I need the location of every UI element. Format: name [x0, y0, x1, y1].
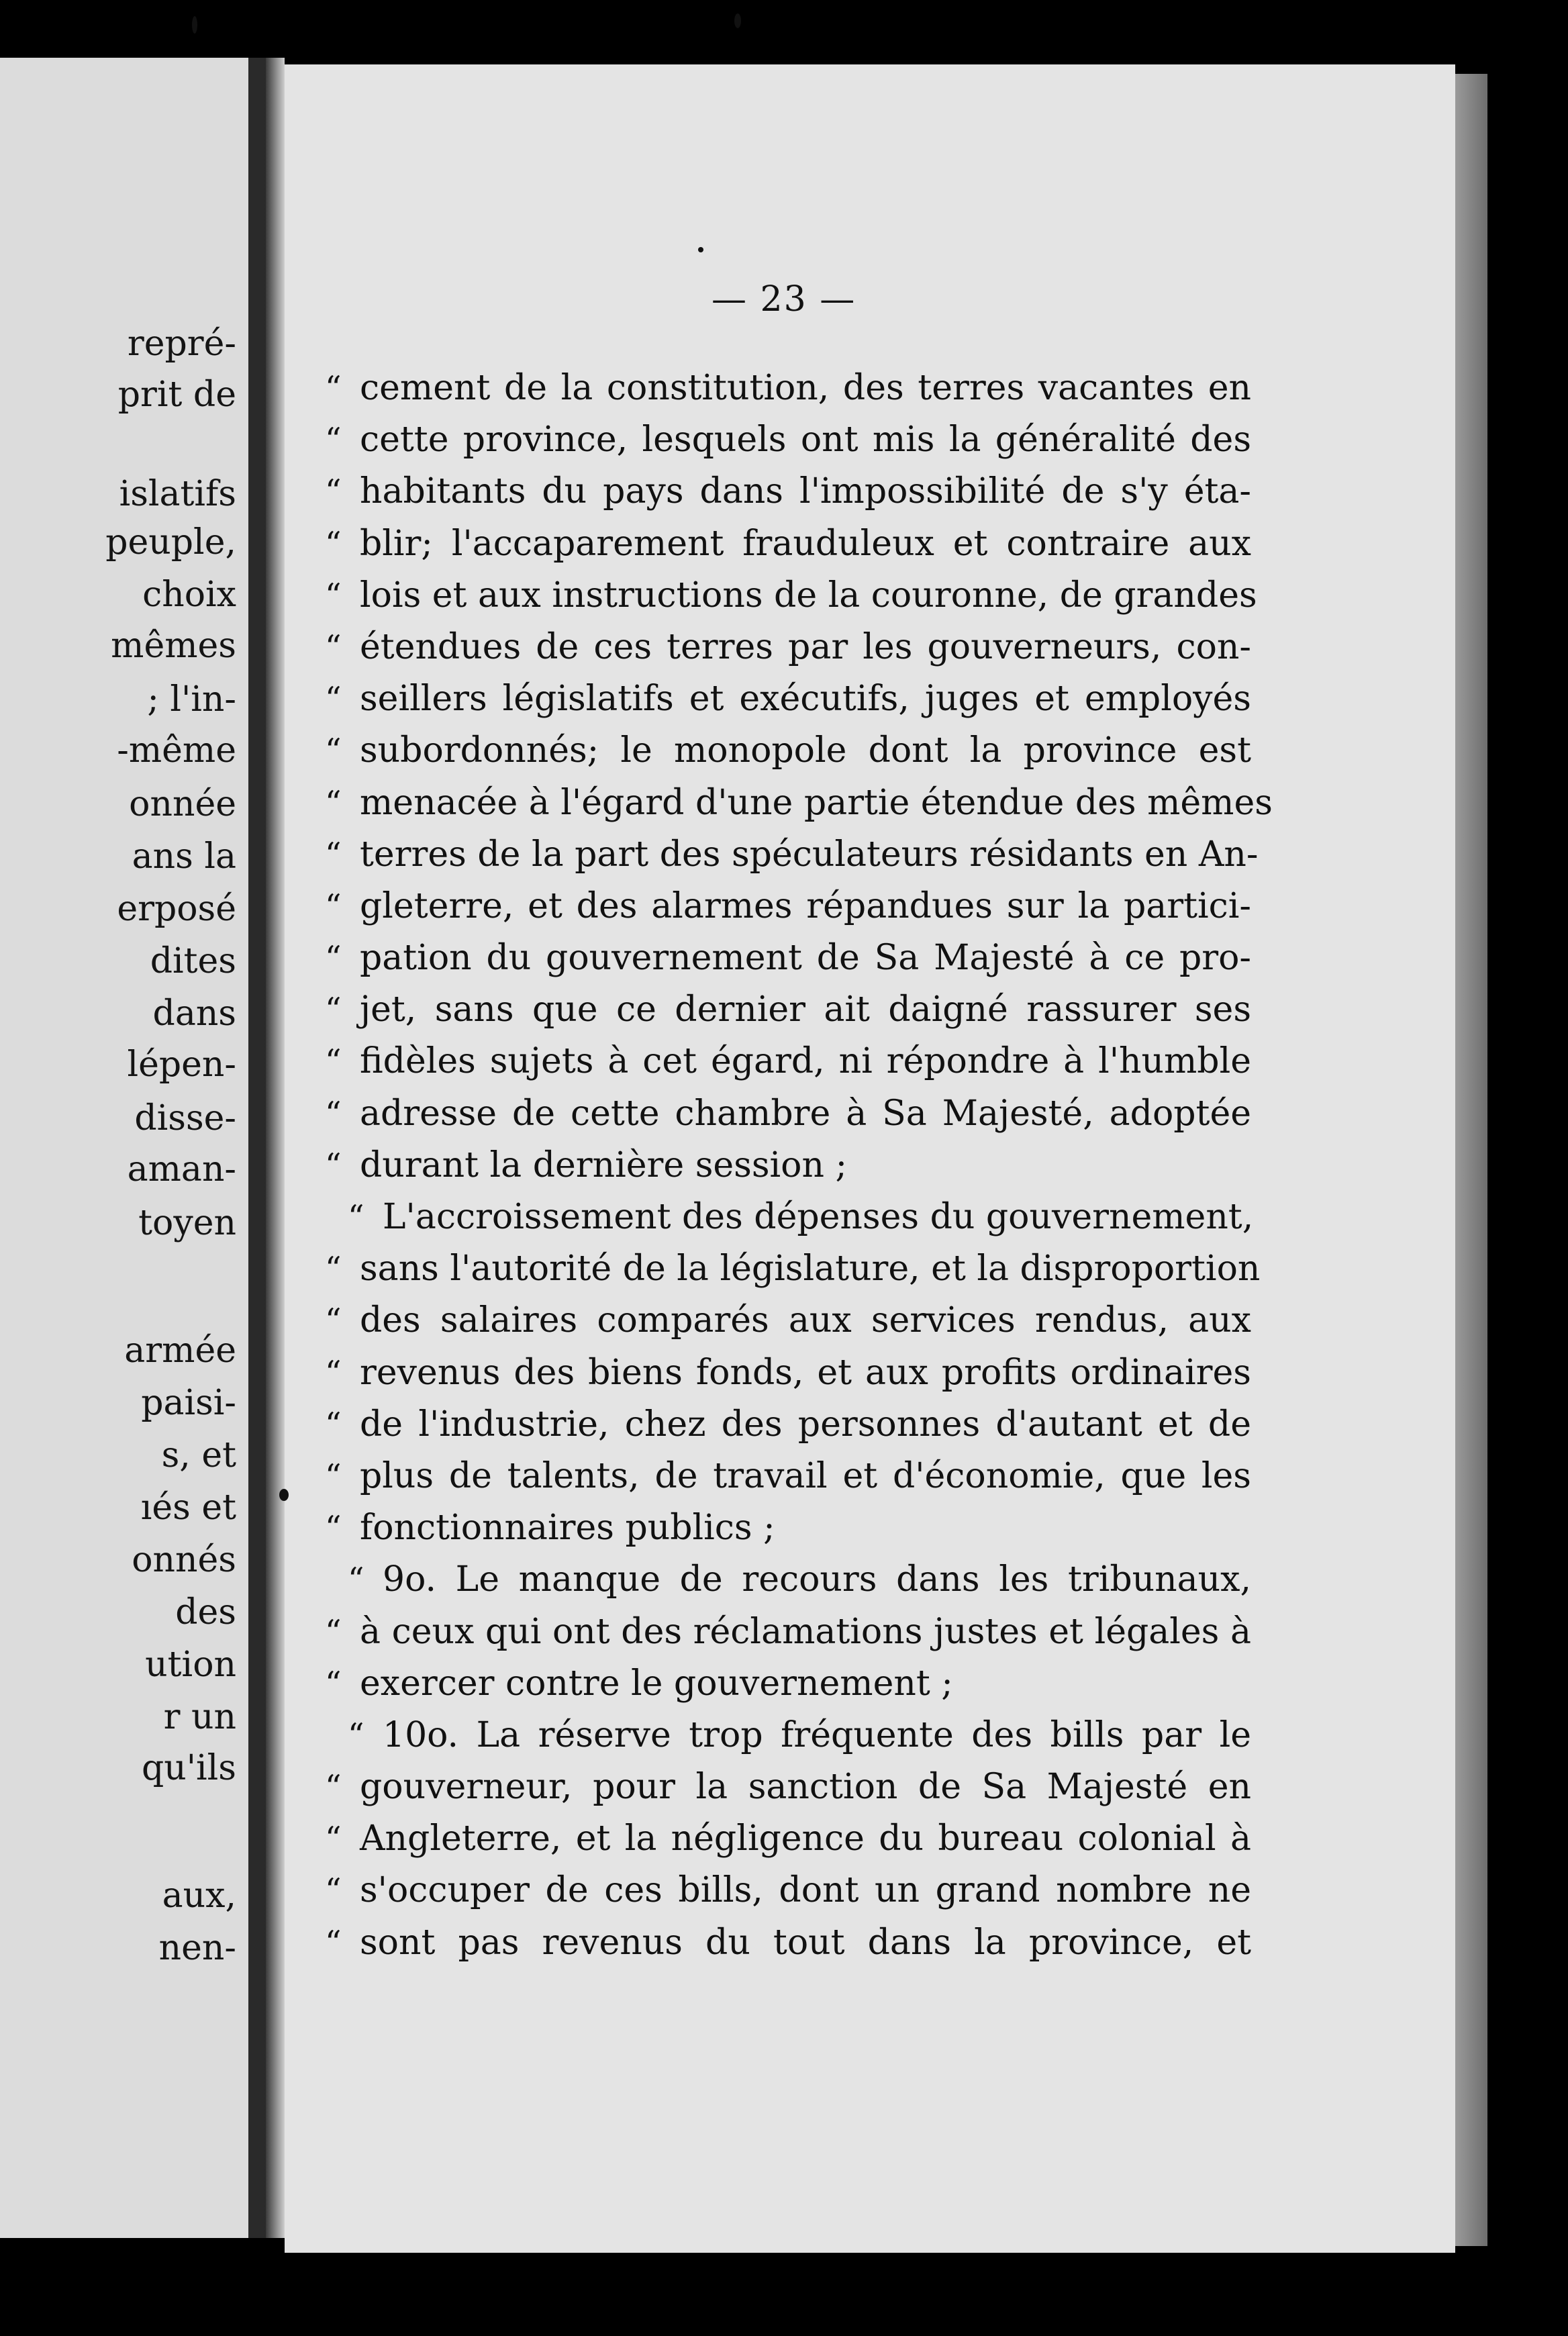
text-line — [325, 881, 1251, 932]
text-line — [325, 1399, 1251, 1451]
text-line — [325, 1917, 1251, 1969]
quote-mark: “ — [325, 732, 342, 770]
text-line — [325, 1813, 1251, 1865]
quote-mark: “ — [325, 835, 342, 873]
scan-speck — [279, 1489, 289, 1501]
quote-mark: “ — [325, 1042, 342, 1081]
left-page-fragment: armée — [124, 1330, 236, 1371]
quote-mark: “ — [325, 1094, 342, 1132]
text-line — [325, 1606, 1251, 1658]
left-page-fragment: mêmes — [111, 626, 236, 666]
left-page-fragment: onnée — [129, 784, 236, 824]
quote-mark: “ — [348, 1561, 364, 1599]
left-page-fragment: dites — [150, 941, 236, 981]
left-page-fragment: disse- — [134, 1098, 236, 1138]
line-text: blir; l'accaparement frauduleux et contraire aux — [360, 523, 1251, 564]
quote-mark: “ — [325, 1871, 342, 1910]
quote-mark: “ — [325, 1302, 342, 1340]
quote-mark: “ — [325, 1405, 342, 1443]
text-line — [325, 1347, 1251, 1399]
quote-mark: “ — [325, 473, 342, 511]
quote-mark: “ — [325, 1612, 342, 1651]
line-text: adresse de cette chambre à Sa Majesté, adoptée — [360, 1093, 1251, 1134]
line-text: gouverneur, pour la sanction de Sa Majesté en — [360, 1767, 1251, 1808]
quote-mark: “ — [325, 524, 342, 563]
left-page-fragment: islatifs — [119, 474, 236, 514]
line-text: durant la dernière session ; — [360, 1145, 847, 1185]
text-line — [325, 1554, 1251, 1606]
quote-mark: “ — [348, 1716, 364, 1754]
text-line — [325, 570, 1257, 622]
left-page-fragment: erposé — [117, 889, 236, 929]
left-page-fragment: ution — [145, 1645, 236, 1685]
page-edge — [1455, 74, 1487, 2246]
left-page-fragment: onnés — [132, 1540, 236, 1580]
line-text: sont pas revenus du tout dans la province, et — [360, 1922, 1251, 1963]
quote-mark: “ — [325, 1146, 342, 1184]
quote-mark: “ — [325, 783, 342, 822]
left-page-fragment: aman- — [127, 1149, 236, 1189]
line-text: habitants du pays dans l'impossibilité de s'y éta- — [360, 471, 1251, 512]
scan-speck — [698, 247, 703, 252]
line-text: subordonnés; le monopole dont la province est — [360, 730, 1251, 771]
left-page-fragment: -même — [117, 730, 236, 771]
quote-mark: “ — [325, 991, 342, 1029]
text-line — [325, 1710, 1251, 1761]
line-text: cement de la constitution, des terres vacantes en — [360, 368, 1251, 408]
text-line — [325, 1036, 1251, 1087]
left-page-fragment: choix — [142, 575, 236, 615]
line-text: lois et aux instructions de la couronne, de grandes — [360, 575, 1257, 616]
text-line — [325, 984, 1251, 1036]
quote-mark: “ — [325, 1923, 342, 1961]
line-text: s'occuper de ces bills, dont un grand nombre ne — [360, 1870, 1251, 1911]
left-page-fragment: ans la — [132, 836, 236, 877]
text-line — [325, 1761, 1251, 1813]
left-page-fragment: repré- — [127, 324, 236, 364]
quote-mark: “ — [348, 1198, 364, 1236]
page-number: — 23 — — [712, 279, 856, 320]
left-page-fragment: paisi- — [141, 1383, 236, 1423]
left-page-fragment: aux, — [162, 1876, 236, 1916]
left-page-fragment: s, et — [161, 1435, 236, 1475]
quote-mark: “ — [325, 421, 342, 459]
line-text: 10o. La réserve trop fréquente des bills par le — [383, 1714, 1251, 1755]
line-text: exercer contre le gouvernement ; — [360, 1663, 953, 1704]
quote-mark: “ — [325, 1457, 342, 1495]
text-line — [325, 1865, 1251, 1916]
text-line — [325, 1088, 1251, 1140]
line-text: plus de talents, de travail et d'économie, que les — [360, 1455, 1251, 1496]
quote-mark: “ — [325, 369, 342, 407]
quote-mark: “ — [325, 680, 342, 718]
text-line — [325, 622, 1251, 673]
quote-mark: “ — [325, 887, 342, 925]
text-line — [325, 466, 1251, 518]
text-line — [325, 725, 1251, 777]
text-line — [325, 673, 1251, 725]
line-text: des salaires comparés aux services rendus, aux — [360, 1300, 1251, 1341]
text-line — [325, 518, 1251, 570]
text-line — [325, 1243, 1261, 1295]
text-line — [325, 829, 1259, 881]
text-line — [325, 362, 1251, 414]
left-page-fragment: r un — [163, 1697, 236, 1737]
quote-mark: “ — [325, 576, 342, 614]
quote-mark: “ — [325, 1664, 342, 1702]
quote-mark: “ — [325, 1353, 342, 1392]
line-text: jet, sans que ce dernier ait daigné rassurer ses — [360, 989, 1251, 1030]
line-text: seillers législatifs et exécutifs, juges et employés — [360, 679, 1251, 720]
text-line — [325, 414, 1251, 466]
scan-speck — [734, 13, 741, 28]
line-text: 9o. Le manque de recours dans les tribunaux, — [383, 1559, 1251, 1600]
quote-mark: “ — [325, 1768, 342, 1806]
text-line — [325, 1658, 1251, 1710]
line-text: étendues de ces terres par les gouverneurs, con- — [360, 626, 1251, 667]
left-facing-page — [0, 58, 248, 2238]
line-text: revenus des biens fonds, et aux profits ordinaires — [360, 1352, 1251, 1393]
left-page-fragment: prit de — [117, 375, 236, 415]
quote-mark: “ — [325, 628, 342, 666]
text-line — [325, 932, 1251, 984]
left-page-fragment: qu'ils — [141, 1748, 236, 1788]
line-text: cette province, lesquels ont mis la généralité des — [360, 420, 1251, 460]
book-gutter — [248, 58, 266, 2238]
left-page-fragment: dans — [152, 993, 236, 1034]
line-text: L'accroissement des dépenses du gouvernement, — [383, 1197, 1254, 1237]
text-line — [325, 1502, 1251, 1554]
line-text: sans l'autorité de la législature, et la disproportion — [360, 1249, 1261, 1289]
line-text: fonctionnaires publics ; — [360, 1508, 775, 1549]
line-text: fidèles sujets à cet égard, ni répondre à l'humble — [360, 1041, 1251, 1082]
left-page-fragment: ; l'in- — [147, 679, 236, 720]
line-text: menacée à l'égard d'une partie étendue des mêmes — [360, 782, 1273, 823]
line-text: Angleterre, et la négligence du bureau colonial à — [360, 1818, 1251, 1859]
text-line — [325, 777, 1273, 829]
gutter-shadow — [266, 58, 285, 2238]
line-text: gleterre, et des alarmes répandues sur la partici- — [360, 885, 1251, 926]
line-text: terres de la part des spéculateurs résidants en An- — [360, 834, 1259, 875]
quote-mark: “ — [325, 1250, 342, 1288]
quote-mark: “ — [325, 1820, 342, 1858]
text-line — [325, 1191, 1254, 1243]
left-page-fragment: des — [175, 1592, 236, 1633]
text-line — [325, 1451, 1251, 1502]
line-text: de l'industrie, chez des personnes d'autant et de — [360, 1404, 1251, 1445]
quote-mark: “ — [325, 939, 342, 977]
quote-mark: “ — [325, 1509, 342, 1547]
line-text: à ceux qui ont des réclamations justes et légales à — [360, 1611, 1251, 1652]
body-text — [325, 362, 1273, 1969]
left-page-fragment: ıés et — [140, 1488, 236, 1528]
scan-speck — [192, 16, 197, 34]
text-line — [325, 1295, 1251, 1347]
left-page-fragment: peuple, — [105, 522, 236, 563]
left-page-fragment: toyen — [138, 1203, 236, 1243]
text-line — [325, 1140, 1251, 1191]
left-page-fragment: lépen- — [127, 1044, 236, 1085]
left-page-fragment: nen- — [158, 1928, 236, 1968]
line-text: pation du gouvernement de Sa Majesté à ce pro- — [360, 938, 1251, 979]
